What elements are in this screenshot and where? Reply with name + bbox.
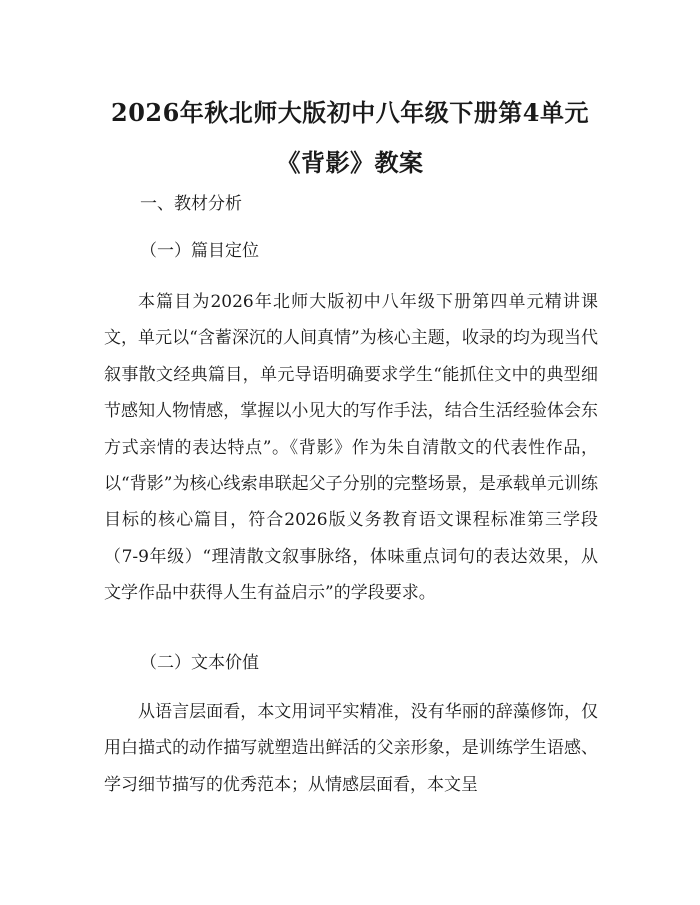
document-title — [104, 0, 596, 188]
title-line-2: 《背影》教案 — [276, 148, 424, 177]
section-heading-materials-analysis: 一、教材分析 — [140, 194, 242, 214]
subsection-heading-positioning: （一）篇目定位 — [140, 241, 259, 261]
subsection-heading-text-value: （二）文本价值 — [140, 653, 259, 673]
paragraph-text-value: 从语言层面看，本文用词平实精准，没有华丽的辞藻修饰，仅用白描式的动作描写就塑造出鲜活的父亲形象，是训练学生语感、学习细节描写的优秀范本；从情感层面看，本文呈 — [104, 702, 598, 795]
paragraph-positioning: 本篇目为2026年北师大版初中八年级下册第四单元精讲课文，单元以“含蓄深沉的人间真情”为核心主题，收录的均为现当代叙事散文经典篇目，单元导语明确要求学生“能抓住文中的典型细节感知人物情感，掌握以小见大的写作手法，结合生活经验体会东方式亲情的表达特点”。《背影》作为朱自清散文的代表性作品，以“背影”为核心线索串联起父子分别的完整场景，是承载单元训练目标的核心篇目，符合2026版义务教育语文课程标准第三学段（7-9年级）“理清散文叙事脉络，体味重点词句的表达效果，从文学作品中获得人生有益启示”的学段要求。 — [104, 292, 598, 604]
title-line-1: 2026年秋北师大版初中八年级下册第4单元 — [111, 98, 589, 127]
